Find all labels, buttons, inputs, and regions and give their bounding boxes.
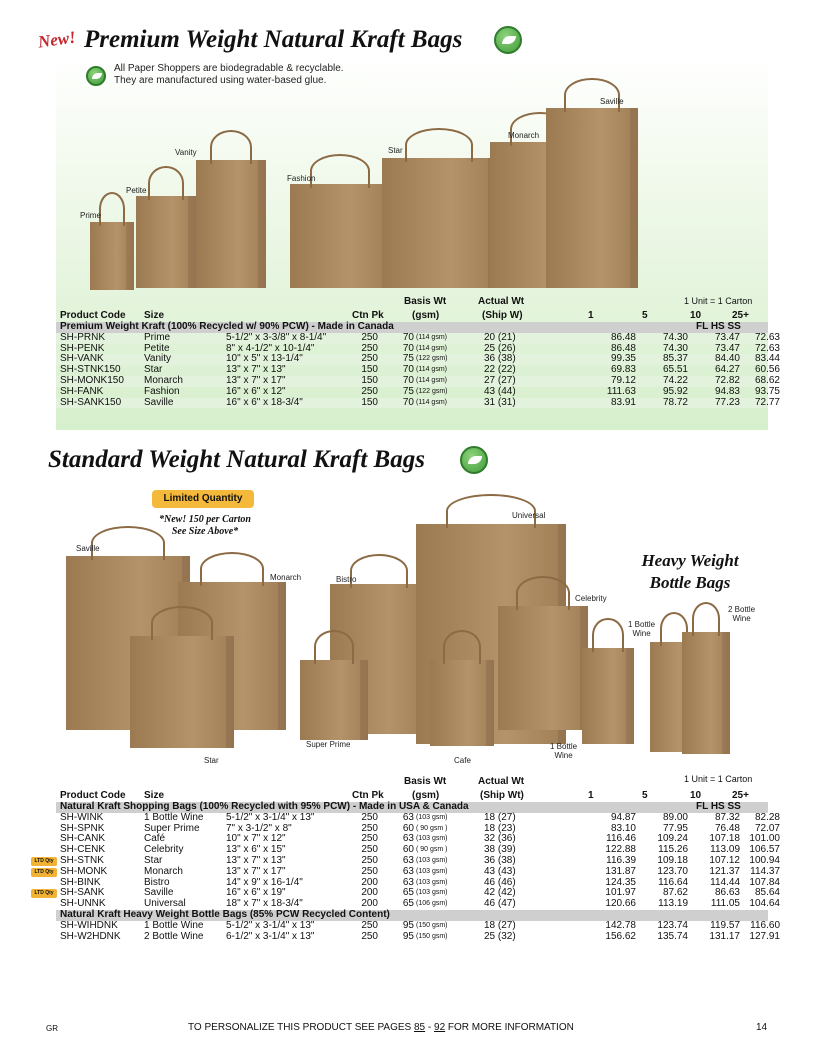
premium-qty25-header: 25+ [732,310,749,321]
cell-p25: 116.60 [750,919,780,931]
cell-p1: 156.62 [605,930,636,942]
standard-qty5-header: 5 [642,790,648,801]
standard-title: Standard Weight Natural Kraft Bags [48,446,425,473]
cell-gsm: (122 gsm) [416,387,448,395]
cell-dim: 13" x 7" x 17" [226,375,286,386]
cell-name: Prime [144,331,171,343]
cell-p5: 113.19 [658,898,688,910]
cell-ctn: 200 [361,876,378,888]
fashion-bag-image [290,184,390,288]
cell-p25: 82.28 [754,811,780,823]
bag-label-universal: Universal [512,511,546,520]
cell-code: SH-STNK150 [60,364,121,376]
cell-name: 2 Bottle Wine [144,930,204,942]
cell-name: Star [144,855,163,866]
cell-p10: 73.47 [714,331,740,343]
cell-ctn: 250 [361,919,378,931]
cell-p25: 72.07 [754,822,780,834]
cell-ctn: 250 [361,865,378,877]
bag-label-petite: Petite [126,186,147,195]
cell-gsm: (114 gsm) [416,377,447,384]
standard-ship-header: (Ship Wt) [480,790,524,801]
cell-actual: 43 (44) [484,385,516,397]
ltd-qty-badge: LTD Qty [31,857,57,866]
cell-p25: 60.56 [754,364,780,376]
heavy-weight-title: Heavy Weight Bottle Bags [641,551,739,592]
cell-ctn: 250 [361,930,378,942]
cell-p1: 83.10 [610,822,636,834]
cell-basis: 65 [402,898,414,910]
cell-p25: 93.75 [754,385,780,397]
cell-p1: 142.78 [605,919,636,931]
cell-name: Monarch [144,375,183,386]
cell-actual: 31 (31) [484,396,516,408]
cell-code: SH-SANK [60,887,105,899]
cell-p1: 86.48 [610,342,636,354]
cell-dim: 16" x 6" x 18-3/4" [226,396,303,408]
cell-p5: 85.37 [662,353,688,365]
premium-code-header: Product Code [60,310,126,321]
cell-p1: 120.66 [605,898,636,910]
cell-basis: 63 [402,855,414,866]
cell-basis: 65 [402,887,414,899]
cell-p10: 111.05 [710,898,740,910]
cell-actual: 32 (36) [484,833,516,845]
cell-p10: 76.48 [714,822,740,834]
cell-p5: 109.18 [657,855,688,866]
premium-qty5-header: 5 [642,310,648,321]
cell-p5: 95.92 [662,385,688,397]
cafe-bag-image [430,660,494,746]
cell-ctn: 250 [361,822,378,834]
cell-name: Fashion [144,385,180,397]
cell-p1: 94.87 [610,811,636,823]
cell-actual: 20 (21) [484,331,516,343]
bag-label-1-bottle-wine-hd: 1 Bottle Wine [628,620,656,638]
cell-p25: 127.91 [749,930,780,942]
bag-label-2-bottle-wine-hd: 2 Bottle Wine [728,605,756,623]
cell-gsm: (103 gsm) [416,867,448,875]
cell-ctn: 150 [361,364,378,376]
celebrity-bag-image [498,606,588,730]
cell-basis: 95 [402,919,414,931]
cell-ctn: 250 [361,331,378,343]
cell-code: SH-BINK [60,876,101,888]
premium-ctn-header: Ctn Pk [352,310,384,321]
cell-dim: 5-1/2" x 3-1/4" x 13" [226,919,315,931]
cell-p25: 106.57 [749,844,780,856]
standard-ctn-header: Ctn Pk [352,790,384,801]
cell-p1: 131.87 [605,865,636,877]
bag-label-super-prime: Super Prime [306,740,351,749]
premium-ship-header: (Ship W) [482,310,523,321]
cell-p25: 85.64 [754,887,780,899]
eco-leaf-icon [86,66,106,86]
cell-ctn: 250 [361,833,378,845]
cell-ctn: 250 [361,353,378,365]
standard-qty1-header: 1 [588,790,594,801]
heavy-section-row: Natural Kraft Heavy Weight Bottle Bags (85% PCW Recycled Content) [56,910,768,921]
cell-ctn: 250 [361,385,378,397]
cell-p5: 74.30 [662,342,688,354]
cell-p1: 101.97 [605,887,636,899]
cell-p1: 83.91 [610,396,636,408]
ltd-qty-badge: LTD Qty [31,868,57,877]
cell-code: SH-MONK150 [60,375,124,386]
cell-dim: 16" x 6" x 19" [226,887,286,899]
cell-dim: 13" x 6" x 15" [226,844,286,856]
bag-label-vanity: Vanity [175,148,197,157]
cell-basis: 63 [402,865,414,877]
cell-basis: 70 [402,396,414,408]
cell-ctn: 250 [361,342,378,354]
cell-gsm: (106 gsm) [416,900,448,908]
cell-p25: 83.44 [754,353,780,365]
cell-p10: 113.09 [710,844,740,856]
cell-code: SH-SANK150 [60,396,122,408]
cell-p10: 114.44 [710,876,740,888]
eco-leaf-icon [460,446,488,474]
cell-p25: 101.00 [749,833,780,845]
cell-p5: 109.24 [657,833,688,845]
cell-dim: 5-1/2" x 3-3/8" x 8-1/4" [226,331,327,343]
cell-code: SH-VANK [60,353,104,365]
cell-dim: 18" x 7" x 18-3/4" [226,898,303,910]
bag-label-prime: Prime [80,211,101,220]
cell-p25: 107.84 [749,876,780,888]
footer-personalize-text: TO PERSONALIZE THIS PRODUCT SEE PAGES 85 - 92 FOR MORE INFORMATION [188,1022,574,1033]
star-bag-image [130,636,234,748]
cell-dim: 8" x 4-1/2" x 10-1/4" [226,342,315,354]
cell-code: SH-STNK [60,855,104,866]
premium-note: All Paper Shoppers are biodegradable & recyclable. They are manufactured using water-based glue. [114,63,344,86]
cell-gsm: (103 gsm) [416,835,448,843]
cell-name: Saville [144,396,174,408]
cell-name: Monarch [144,865,183,877]
ltd-qty-badge: LTD Qty [31,889,57,898]
cell-name: Café [144,833,166,845]
cell-p5: 116.64 [658,876,688,888]
cell-p1: 116.46 [606,833,636,845]
cell-actual: 27 (27) [484,375,516,386]
cell-gsm: (103 gsm) [416,889,448,897]
cell-p10: 107.12 [709,855,740,866]
premium-unit-note: 1 Unit = 1 Carton [684,296,753,306]
cell-dim: 13" x 7" x 13" [226,855,286,866]
cell-basis: 60 [402,822,414,834]
cell-actual: 46 (46) [484,876,516,888]
cell-p5: 74.30 [662,331,688,343]
cell-ctn: 250 [361,811,378,823]
cell-code: SH-W2HDNK [60,930,121,942]
page-link-92[interactable]: 92 [434,1022,446,1033]
cell-gsm: (114 gsm) [416,333,447,341]
table-row [56,331,780,344]
cell-basis: 70 [402,342,414,354]
cell-actual: 38 (39) [484,844,516,856]
cell-gsm: (122 gsm) [416,355,448,363]
table-row [56,811,780,824]
cell-p5: 115.26 [658,844,688,856]
cell-p10: 107.18 [709,833,740,845]
cell-p25: 72.77 [754,396,780,408]
premium-basis-header: Basis Wt [404,296,447,307]
premium-section-row: Premium Weight Kraft (100% Recycled w/ 90% PCW) - Made in Canada FL HS SS [56,322,768,333]
cell-p25: 72.63 [754,342,780,354]
cell-name: 1 Bottle Wine [144,919,204,931]
cell-p25: 104.64 [749,898,780,910]
premium-gsm-header: (gsm) [412,310,440,321]
cell-basis: 95 [402,930,414,942]
bag-label-celebrity: Celebrity [575,594,607,603]
star-bag-image [382,158,496,288]
cell-actual: 18 (23) [484,822,516,834]
cell-dim: 7" x 3-1/2" x 8" [226,822,292,834]
cell-name: Universal [144,898,186,910]
cell-dim: 6-1/2" x 3-1/4" x 13" [226,930,315,942]
cell-gsm: (150 gsm) [416,932,448,940]
cell-name: Petite [144,342,170,354]
cell-ctn: 150 [361,375,378,386]
cell-basis: 63 [402,811,414,823]
cell-gsm: (150 gsm) [416,921,448,929]
standard-qty10-header: 10 [690,790,702,801]
cell-basis: 60 [402,844,414,856]
standard-section-row: Natural Kraft Shopping Bags (100% Recycled with 95% PCW) - Made in USA & Canada FL HS SS [56,802,768,813]
cell-code: SH-PENK [60,342,105,354]
cell-dim: 10" x 7" x 12" [226,833,286,845]
cell-name: Saville [144,887,174,899]
cell-actual: 25 (32) [484,930,516,942]
cell-p5: 74.22 [662,375,688,386]
table-row [56,396,780,409]
bag-label-monarch: Monarch [508,131,540,140]
cell-p1: 99.35 [610,353,636,365]
cell-p1: 69.83 [610,364,636,376]
standard-code-header: Product Code [60,790,126,801]
cell-p5: 123.74 [657,919,688,931]
table-row [56,919,780,932]
standard-size-header: Size [144,790,165,801]
cell-p25: 72.63 [754,331,780,343]
cell-p10: 119.57 [710,919,740,931]
cell-basis: 70 [402,364,414,376]
cell-p10: 84.40 [714,353,740,365]
cell-p10: 121.37 [709,865,740,877]
cell-p1: 86.48 [610,331,636,343]
cell-basis: 70 [402,375,414,386]
cell-code: SH-MONK [60,865,108,877]
cell-p1: 79.12 [610,375,636,386]
cell-p10: 131.17 [709,930,740,942]
bag-label-star: Star [388,146,403,155]
cell-p5: 65.51 [662,364,688,376]
cell-dim: 16" x 6" x 12" [226,385,286,397]
vanity-bag-image [196,160,266,288]
page-number: 14 [756,1022,768,1033]
standard-unit-note: 1 Unit = 1 Carton [684,774,753,784]
table-row [56,930,780,943]
cell-p10: 77.23 [714,396,740,408]
cell-actual: 36 (38) [484,353,516,365]
cell-p5: 87.62 [662,887,688,899]
cell-gsm: ( 90 gsm ) [416,846,448,854]
cell-p25: 114.37 [750,865,780,877]
cell-dim: 5-1/2" x 3-1/4" x 13" [226,811,315,823]
cell-gsm: ( 90 gsm ) [416,824,448,832]
cell-basis: 75 [402,353,414,365]
premium-size-header: Size [144,310,165,321]
premium-qty10-header: 10 [690,310,702,321]
cell-p5: 78.72 [662,396,688,408]
cell-p10: 86.63 [714,887,740,899]
footer-code: GR [46,1024,58,1033]
cell-actual: 22 (22) [484,364,516,376]
eco-leaf-icon [494,26,522,54]
cell-p25: 100.94 [749,855,780,866]
cell-p5: 135.74 [657,930,688,942]
cell-actual: 46 (47) [484,898,516,910]
cell-gsm: (103 gsm) [416,857,448,864]
cell-code: SH-WINK [60,811,104,823]
standard-basis-header: Basis Wt [404,776,447,787]
bag-label-1-bottle-wine: 1 Bottle Wine [550,742,578,760]
cell-ctn: 250 [361,844,378,856]
bag-label-cafe: Cafe [454,756,471,765]
cell-actual: 42 (42) [484,887,516,899]
cell-p1: 124.35 [605,876,636,888]
bag-label-bistro: Bistro [336,575,357,584]
cell-actual: 43 (43) [484,865,516,877]
saville-bag-image [546,108,638,288]
cell-code: SH-SPNK [60,822,105,834]
standard-actual-header: Actual Wt [478,776,525,787]
cell-dim: 13" x 7" x 13" [226,364,286,376]
bag-label-monarch: Monarch [270,573,302,582]
standard-gsm-header: (gsm) [412,790,440,801]
cell-ctn: 150 [361,396,378,408]
cell-name: Super Prime [144,822,200,834]
cell-ctn: 200 [361,898,378,910]
table-row [56,865,780,878]
new-150-note: *New! 150 per Carton See Size Above* [159,514,251,537]
cell-name: Star [144,364,163,376]
cell-code: SH-CANK [60,833,106,845]
cell-code: SH-CENK [60,844,106,856]
cell-basis: 70 [402,331,414,343]
cell-p5: 77.95 [662,822,688,834]
cell-actual: 25 (26) [484,342,516,354]
cell-code: SH-UNNK [60,898,106,910]
cell-basis: 75 [402,385,414,397]
cell-p1: 111.63 [606,385,636,397]
table-row [56,385,780,398]
cell-dim: 14" x 9" x 16-1/4" [226,876,303,888]
cell-dim: 10" x 5" x 13-1/4" [226,353,303,365]
cell-p10: 73.47 [714,342,740,354]
cell-gsm: (114 gsm) [416,344,447,352]
cell-code: SH-FANK [60,385,104,397]
bag-label-saville: Saville [600,97,624,106]
cell-gsm: (114 gsm) [416,366,447,374]
cell-name: Vanity [144,353,172,365]
cell-actual: 36 (38) [484,855,516,866]
cell-gsm: (103 gsm) [416,813,448,821]
cell-p1: 116.39 [606,855,636,866]
cell-basis: 63 [402,876,414,888]
standard-qty25-header: 25+ [732,790,749,801]
bag-label-star: Star [204,756,219,765]
cell-gsm: (114 gsm) [416,398,447,406]
cell-ctn: 200 [361,887,378,899]
hd-two-bottle-wine-bag-image [682,632,730,754]
cell-name: 1 Bottle Wine [144,811,204,823]
premium-title: Premium Weight Natural Kraft Bags [84,26,463,53]
cell-name: Bistro [144,876,170,888]
cell-p10: 72.82 [714,375,740,386]
cell-p5: 123.70 [657,865,688,877]
cell-p10: 87.32 [714,811,740,823]
cell-p1: 122.88 [605,844,636,856]
cell-name: Celebrity [144,844,184,856]
cell-actual: 18 (27) [484,811,516,823]
cell-ctn: 250 [361,855,378,866]
premium-actual-header: Actual Wt [478,296,525,307]
limited-quantity-badge: Limited Quantity [152,490,254,508]
cell-code: SH-WIHDNK [60,919,118,931]
page-link-85[interactable]: 85 [413,1022,426,1033]
cell-basis: 63 [402,833,414,845]
cell-dim: 13" x 7" x 17" [226,865,286,877]
prime-bag-image [90,222,134,290]
cell-p25: 68.62 [754,375,780,386]
cell-p10: 64.27 [714,364,740,376]
cell-p5: 89.00 [662,811,688,823]
cell-p10: 94.83 [714,385,740,397]
premium-qty1-header: 1 [588,310,594,321]
petite-bag-image [136,196,196,288]
bag-label-saville: Saville [76,544,100,553]
cell-actual: 18 (27) [484,919,516,931]
one-bottle-wine-bag-image [582,648,634,744]
new-tag: New! [36,27,77,52]
bag-label-fashion: Fashion [287,174,316,183]
cell-gsm: (103 gsm) [416,878,448,886]
super-prime-bag-image [300,660,368,740]
cell-code: SH-PRNK [60,331,106,343]
